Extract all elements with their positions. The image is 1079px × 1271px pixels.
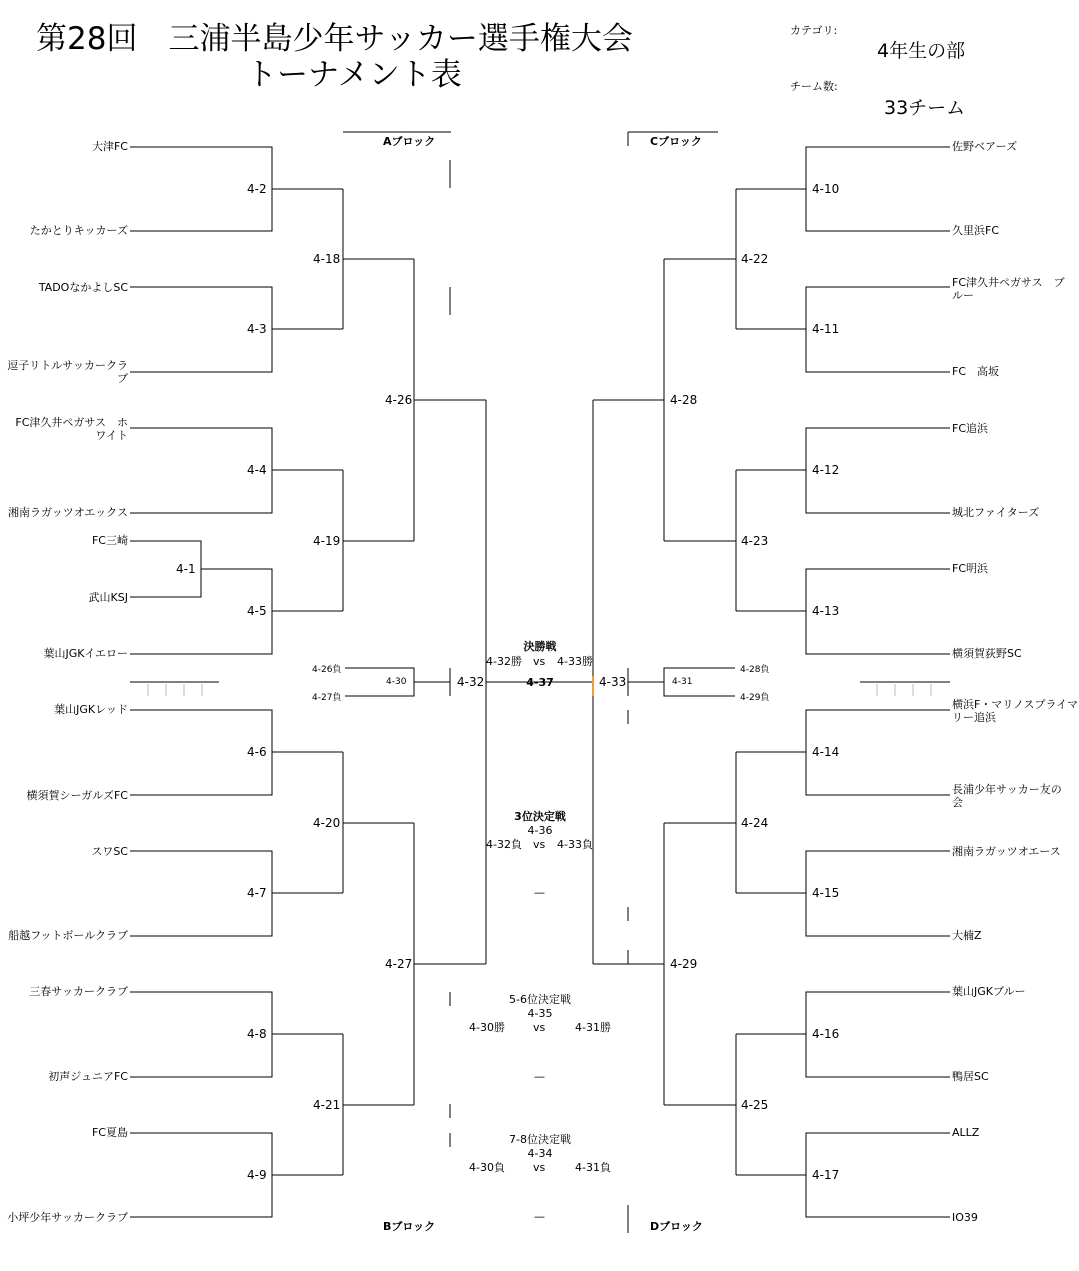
fifth-match: 4-35 [527, 1007, 553, 1020]
final-match: 4-37 [526, 676, 554, 689]
team-right: FC 高坂 [952, 365, 1000, 378]
match-label: 4-16 [812, 1027, 840, 1041]
match-label: 4-33 [599, 675, 627, 689]
match-label: 4-7 [247, 886, 267, 900]
match-label: 4-10 [812, 182, 840, 196]
team-right: 鴨居SC [952, 1070, 989, 1083]
team-right: IO39 [952, 1211, 978, 1224]
team-left: 大津FC [91, 140, 128, 153]
fifth-right: 4-31勝 [575, 1021, 611, 1034]
fifth-left: 4-30勝 [469, 1021, 505, 1034]
consolation-left-match: 4-30 [386, 677, 407, 687]
seventh-title: 7-8位決定戦 [509, 1133, 571, 1146]
fifth-vs: vs [533, 1021, 546, 1034]
team-right: FC津久井ペガサス ブ ルー [952, 276, 1065, 302]
consolation-right-top: 4-28負 [740, 665, 770, 675]
team-right: 佐野ベアーズ [952, 140, 1018, 153]
team-left: FC夏島 [91, 1126, 128, 1139]
bracket-4-9 [130, 1133, 343, 1217]
team-left: 船越フットボールクラブ [8, 929, 128, 942]
bracket-4-15 [736, 851, 950, 936]
bracket-4-20 [343, 752, 414, 893]
team-left: FC三崎 [91, 534, 128, 547]
third-dash: — [534, 886, 545, 899]
team-left: 武山KSJ [88, 591, 128, 604]
bracket-4-27 [414, 823, 486, 1105]
team-left: 初声ジュニアFC [48, 1070, 128, 1083]
bracket-4-5 [130, 569, 343, 654]
bracket-4-28 [593, 259, 664, 541]
final-left: 4-32勝 [486, 655, 522, 668]
bracket-4-8 [130, 992, 343, 1077]
bracket-4-12 [736, 428, 950, 513]
match-label: 4-22 [741, 252, 769, 266]
team-left: 三春サッカークラブ [29, 985, 128, 998]
match-label: 4-19 [313, 534, 341, 548]
team-right: ALLZ [952, 1126, 980, 1139]
match-label: 4-9 [247, 1168, 267, 1182]
category-label: カテゴリ: [790, 24, 838, 37]
bracket-4-11 [736, 287, 950, 372]
team-left: スワSC [91, 845, 128, 858]
page-subtitle: トーナメント表 [246, 57, 462, 93]
final-title: 決勝戦 [523, 640, 557, 653]
page-title: 第28回 三浦半島少年サッカー選手権大会 [36, 21, 633, 57]
match-label: 4-18 [313, 252, 341, 266]
match-label: 4-5 [247, 604, 267, 618]
third-left: 4-32負 [486, 838, 522, 851]
team-left: 葉山JGKレッド [54, 703, 128, 716]
bracket-4-7 [130, 851, 343, 936]
seventh-match: 4-34 [527, 1147, 553, 1160]
team-left: TADOなかよしSC [38, 281, 128, 294]
match-label: 4-23 [741, 534, 769, 548]
match-label: 4-32 [457, 675, 485, 689]
team-right: 長浦少年サッカー友の 会 [952, 783, 1062, 809]
match-label: 4-12 [812, 463, 840, 477]
bracket-4-10 [736, 147, 950, 231]
team-left: 湘南ラガッツオエックス [7, 506, 128, 519]
match-label: 4-13 [812, 604, 840, 618]
team-left: 葉山JGKイエロー [43, 647, 128, 660]
match-label: 4-2 [247, 182, 267, 196]
match-label: 4-25 [741, 1098, 769, 1112]
match-label: 4-27 [385, 957, 413, 971]
team-right: 久里浜FC [952, 224, 1000, 237]
third-match: 4-36 [527, 824, 553, 837]
seventh-right: 4-31負 [575, 1161, 611, 1174]
block-a-label: Aブロック [383, 135, 436, 148]
team-right: 城北ファイターズ [952, 506, 1040, 519]
block-c-label: Cブロック [650, 135, 702, 148]
match-label: 4-8 [247, 1027, 267, 1041]
match-label: 4-15 [812, 886, 840, 900]
consolation-right-bottom: 4-29負 [740, 693, 770, 703]
team-left: FC津久井ペガサス ホ ワイト [15, 416, 128, 442]
category-value: 4年生の部 [877, 40, 966, 62]
third-right: 4-33負 [557, 838, 593, 851]
bracket-4-3 [130, 287, 343, 372]
third-title: 3位決定戦 [514, 810, 566, 823]
bracket-4-19 [343, 470, 414, 611]
bracket-4-17 [736, 1133, 950, 1217]
fifth-dash: — [534, 1070, 545, 1083]
consolation-left-top: 4-26負 [312, 665, 342, 675]
bracket-4-23 [664, 470, 736, 611]
consolation-left-bottom: 4-27負 [312, 693, 342, 703]
match-label: 4-24 [741, 816, 769, 830]
match-label: 4-11 [812, 322, 840, 336]
team-left: たかとりキッカーズ [29, 224, 128, 237]
team-right: FC追浜 [952, 422, 989, 435]
match-label: 4-14 [812, 745, 840, 759]
fifth-title: 5-6位決定戦 [509, 993, 571, 1006]
team-count-label: チーム数: [790, 80, 838, 93]
bracket-4-21 [343, 1034, 414, 1175]
block-d-label: Dブロック [650, 1220, 703, 1233]
final-right: 4-33勝 [557, 655, 593, 668]
team-left: 横須賀シーガルズFC [26, 789, 128, 802]
match-label: 4-3 [247, 322, 267, 336]
team-right: 湘南ラガッツオエース [952, 845, 1061, 858]
seventh-left: 4-30負 [469, 1161, 505, 1174]
bracket-4-16 [736, 992, 950, 1077]
team-right: 大楠Z [952, 929, 982, 942]
bracket-4-2 [130, 147, 343, 231]
match-label: 4-26 [385, 393, 413, 407]
match-label: 4-6 [247, 745, 267, 759]
team-count-value: 33チーム [884, 97, 966, 119]
bracket-4-18 [343, 189, 414, 329]
match-label: 4-29 [670, 957, 698, 971]
bracket-4-6 [130, 710, 343, 795]
seventh-vs: vs [533, 1161, 546, 1174]
bracket-4-13 [736, 569, 950, 654]
match-label: 4-1 [176, 562, 196, 576]
block-b-label: Bブロック [383, 1220, 436, 1233]
match-label: 4-21 [313, 1098, 341, 1112]
final-vs: vs [533, 655, 546, 668]
third-vs: vs [533, 838, 546, 851]
bracket-4-24 [664, 752, 736, 893]
seventh-dash: — [534, 1210, 545, 1223]
bracket-4-4 [130, 428, 343, 513]
bracket-4-22 [664, 189, 736, 329]
team-left: 逗子リトルサッカークラ ブ [7, 359, 128, 385]
bracket-4-25 [664, 1034, 736, 1175]
consolation-right-match: 4-31 [672, 677, 693, 687]
match-label: 4-28 [670, 393, 698, 407]
bracket-4-14 [736, 710, 950, 795]
team-left: 小坪少年サッカークラブ [7, 1211, 128, 1224]
match-label: 4-17 [812, 1168, 840, 1182]
team-right: 横須賀荻野SC [952, 647, 1022, 660]
team-right: 葉山JGKブルー [952, 985, 1026, 998]
team-right: 横浜F・マリノスプライマ リー追浜 [952, 698, 1079, 724]
match-label: 4-20 [313, 816, 341, 830]
match-label: 4-4 [247, 463, 267, 477]
team-right: FC明浜 [952, 562, 989, 575]
